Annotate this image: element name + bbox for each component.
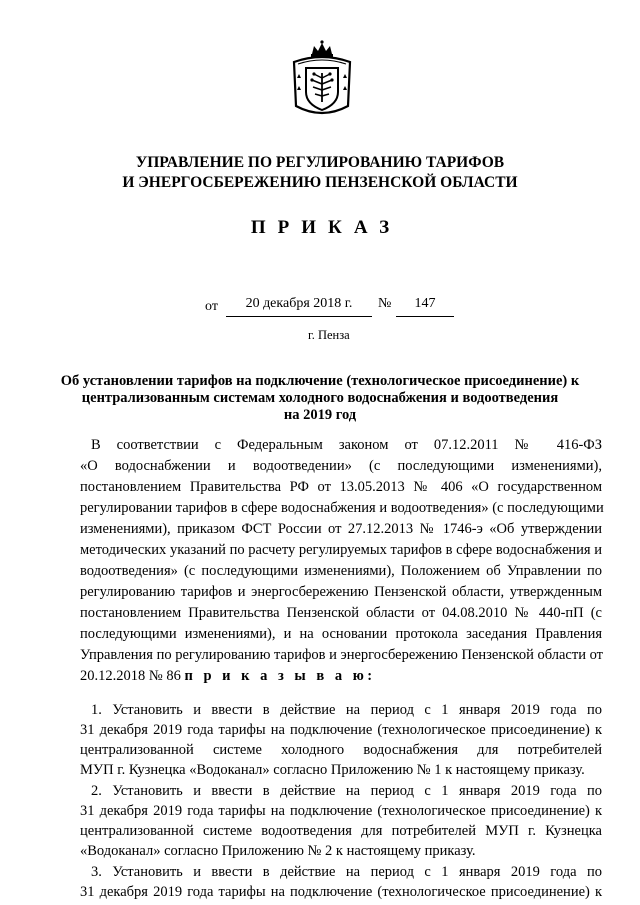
preamble-line: постановлением Правительства Пензенской области от 04.08.2010 № 440-пП (с (80, 605, 602, 621)
preamble-line: последующими изменениями), и на основании протокола заседания Правления (80, 626, 602, 642)
item-2-line: 2. Установить и ввести в действие на период с 1 января 2019 года по (91, 783, 602, 799)
item-1-line: МУП г. Кузнецка «Водоканал» согласно Приложению № 1 к настоящему приказу. (80, 762, 585, 778)
order-title-line3: на 2019 год (283, 407, 357, 423)
coat-of-arms-emblem (290, 40, 354, 118)
order-date: 20 декабря 2018 г. (226, 296, 372, 317)
number-sign: № (378, 296, 392, 311)
date-prefix: от (205, 299, 218, 314)
preamble-line: В соответствии с Федеральным законом от 07.12.2011 № 416-ФЗ (91, 437, 602, 453)
document-type-title: ПРИКАЗ (250, 217, 402, 238)
item-2-line: 31 декабря 2019 года тарифы на подключение (технологическое присоединение) к (80, 803, 602, 819)
item-1-line: централизованной системе холодного водоснабжения для потребителей (80, 742, 602, 758)
preamble-line: методических указаний по расчету регулируемых тарифов в сфере водоснабжения и (80, 542, 602, 558)
preamble-line: регулированию тарифов и энергосбережению Пензенской области, утвержденным (80, 584, 602, 600)
item-3-line: 3. Установить и ввести в действие на период с 1 января 2019 года по (91, 864, 602, 880)
organization-name-line2: И ЭНЕРГОСБЕРЕЖЕНИЮ ПЕНЗЕНСКОЙ ОБЛАСТИ (122, 174, 518, 191)
organization-name-line1: УПРАВЛЕНИЕ ПО РЕГУЛИРОВАНИЮ ТАРИФОВ (135, 154, 505, 171)
preamble-last-line (80, 666, 602, 686)
preamble-line: постановлением Правительства РФ от 13.05.2013 № 406 «О государственном (80, 479, 602, 495)
item-2-line: «Водоканал» согласно Приложению № 2 к настоящему приказу. (80, 843, 476, 859)
order-word: п р и к а з ы в а ю: (184, 668, 376, 684)
order-title-line2: централизованным системам холодного водоснабжения и водоотведения (81, 390, 559, 406)
item-1-line: 1. Установить и ввести в действие на период с 1 января 2019 года по (91, 702, 602, 718)
preamble-line: «О водоснабжении и водоотведении» (с последующими изменениями), (80, 458, 602, 474)
preamble-line: изменениями), приказом ФСТ России от 27.12.2013 № 1746-э «Об утверждении (80, 521, 602, 537)
preamble-line: водоотведения» (с последующими изменениями), Положением об Управлении по (80, 563, 602, 579)
order-title-line1: Об установлении тарифов на подключение (технологическое присоединение) к (60, 373, 580, 389)
item-2-line: централизованной системе водоотведения для потребителей МУП г. Кузнецка (80, 823, 602, 839)
item-3-line: 31 декабря 2019 года тарифы на подключение (технологическое присоединение) к (80, 884, 602, 900)
city-name: г. Пенза (308, 328, 350, 342)
item-1-line: 31 декабря 2019 года тарифы на подключение (технологическое присоединение) к (80, 722, 602, 738)
preamble-line: регулировании тарифов в сфере водоснабжения и водоотведения» (с последующими (80, 500, 604, 516)
order-number: 147 (396, 296, 454, 317)
preamble-line: Управления по регулированию тарифов и энергосбережению Пензенской области от (80, 647, 603, 663)
protocol-reference: 20.12.2018 № 86 (80, 668, 181, 684)
